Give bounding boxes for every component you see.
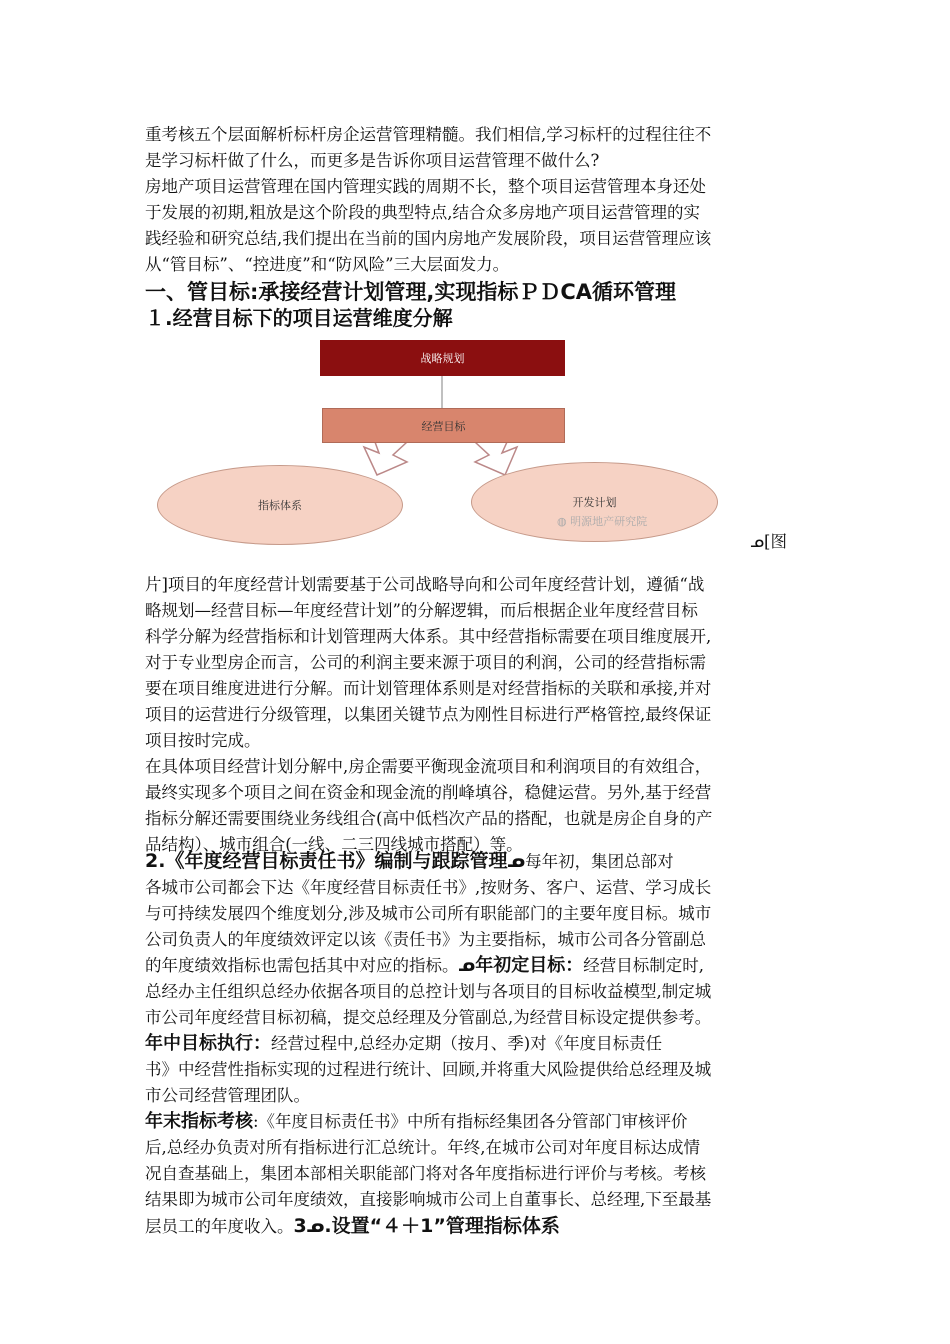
text-run: 层员工的年度收入。	[145, 1217, 294, 1236]
text-line: 市公司经营管理团队。	[145, 1086, 310, 1105]
text-line: 与可持续发展四个维度划分,涉及城市公司所有职能部门的主要年度目标。城市	[145, 904, 712, 923]
text-line: 后,总经办负责对所有指标进行汇总统计。年终,在城市公司对年度目标达成情	[145, 1138, 700, 1157]
strategy-box: 战略规划	[320, 340, 565, 376]
text-line: 于发展的初期,粗放是这个阶段的典型特点,结合众多房地产项目运营管理的实	[145, 203, 700, 222]
arrow-right-icon	[475, 442, 517, 475]
text-line	[145, 953, 810, 979]
development-plan-label: 开发计划	[572, 496, 617, 509]
responsibility-section	[145, 848, 810, 1240]
text-line: 项目的运营进行分级管理，以集团关键节点为刚性目标进行严格管控,最终保证	[145, 705, 712, 724]
early-year-label: ᓄ年初定目标：	[458, 955, 584, 976]
text-line	[145, 1109, 810, 1135]
text-line: 片]项目的年度经营计划需要基于公司战略导向和公司年度经营计划，遵循“战	[145, 575, 705, 594]
intro-paragraph	[145, 122, 810, 278]
text-line: 科学分解为经营指标和计划管理两大体系。其中经营指标需要在项目维度展开,	[145, 627, 712, 646]
watermark-text: 明源地产研究院	[570, 515, 648, 528]
text-line: 指标分解还需要围绕业务线组合(高中低档次产品的搭配，也就是房企自身的产	[145, 809, 713, 828]
section-heading-1: 一、管目标:承接经营计划管理,实现指标ＰＤCA循环管理	[145, 280, 677, 304]
text-line: 项目按时完成。	[145, 731, 261, 750]
business-goal-box: 经营目标	[322, 408, 565, 443]
section-2-title-line	[145, 848, 810, 875]
text-line: 最终实现多个项目之间在资金和现金流的削峰填谷，稳健运营。另外,基于经营	[145, 783, 712, 802]
indicator-system-ellipse	[157, 465, 403, 545]
subsection-heading-1: １.经营目标下的项目运营维度分解	[145, 306, 453, 330]
text-line: 各城市公司都会下达《年度经营目标责任书》,按财务、客户、运营、学习成长	[145, 878, 712, 897]
text-line: 结果即为城市公司年度绩效，直接影响城市公司上自董事长、总经理,下至最基	[145, 1190, 712, 1209]
text-run: 的年度绩效指标也需包括其中对应的指标。	[145, 956, 459, 975]
text-run: 每年初，集团总部对	[525, 852, 674, 871]
text-line: 品结构）、城市组合(一线、二三四线城市搭配）等。	[145, 835, 523, 854]
text-line: 房地产项目运营管理在国内管理实践的周期不长，整个项目运营管理本身还处	[145, 177, 706, 196]
operation-decomposition-diagram	[145, 335, 810, 545]
text-line: 况自查基础上，集团本部相关职能部门将对各年度指标进行评价与考核。考核	[145, 1164, 706, 1183]
wechat-icon: ◍	[557, 515, 571, 528]
text-line: 书》中经营性指标实现的过程进行统计、回顾,并将重大风险提供给总经理及城	[145, 1060, 712, 1079]
text-line: 对于专业型房企而言，公司的利润主要来源于项目的利润，公司的经营指标需	[145, 653, 706, 672]
text-line: 总经办主任组织总经办依据各项目的总控计划与各项目的目标收益模型,制定城	[145, 982, 712, 1001]
watermark	[557, 513, 647, 529]
text-line: 在具体项目经营计划分解中,房企需要平衡现金流项目和利润项目的有效组合，	[145, 757, 712, 776]
text-line: 公司负责人的年度绩效评定以该《责任书》为主要指标，城市公司各分管副总	[145, 930, 706, 949]
arrow-left-icon	[364, 442, 407, 475]
figure-reference: ᓄ[图	[750, 532, 787, 551]
text-line	[145, 1031, 810, 1057]
text-line: 市公司年度经营目标初稿，提交总经理及分管副总,为经营目标设定提供参考。	[145, 1008, 712, 1027]
text-line: 是学习标杆做了什么，而更多是告诉你项目运营管理不做什么?	[145, 151, 600, 170]
indicator-system-label: 指标体系	[258, 499, 302, 512]
text-run: 经营目标制定时,	[583, 956, 705, 975]
section-heading-3: 3ᓄ.设置“４＋1”管理指标体系	[293, 1215, 560, 1237]
mid-year-label: 年中目标执行：	[145, 1033, 271, 1054]
text-line: 要在项目维度进进行分解。而计划管理体系则是对经营指标的关联和承接,并对	[145, 679, 712, 698]
text-line: 践经验和研究总结,我们提出在当前的国内房地产发展阶段，项目运营管理应该	[145, 229, 712, 248]
plan-paragraph	[145, 572, 810, 858]
text-line: 重考核五个层面解析标杆房企运营管理精髓。我们相信,学习标杆的过程往往不	[145, 125, 712, 144]
text-run: :《年度目标责任书》中所有指标经集团各分管部门审核评价	[253, 1112, 688, 1131]
year-end-label: 年末指标考核	[145, 1111, 253, 1132]
text-line	[145, 1213, 810, 1240]
development-plan-ellipse	[471, 462, 718, 542]
text-line: 略规划—经营目标—年度经营计划”的分解逻辑，而后根据企业年度经营目标	[145, 601, 698, 620]
section-heading-2: 2.《年度经营目标责任书》编制与跟踪管理ᓄ	[145, 850, 526, 872]
text-line: 从“管目标”、“控进度”和“防风险”三大层面发力。	[145, 255, 510, 274]
text-run: 经营过程中,总经办定期（按月、季)对《年度目标责任	[271, 1034, 663, 1053]
